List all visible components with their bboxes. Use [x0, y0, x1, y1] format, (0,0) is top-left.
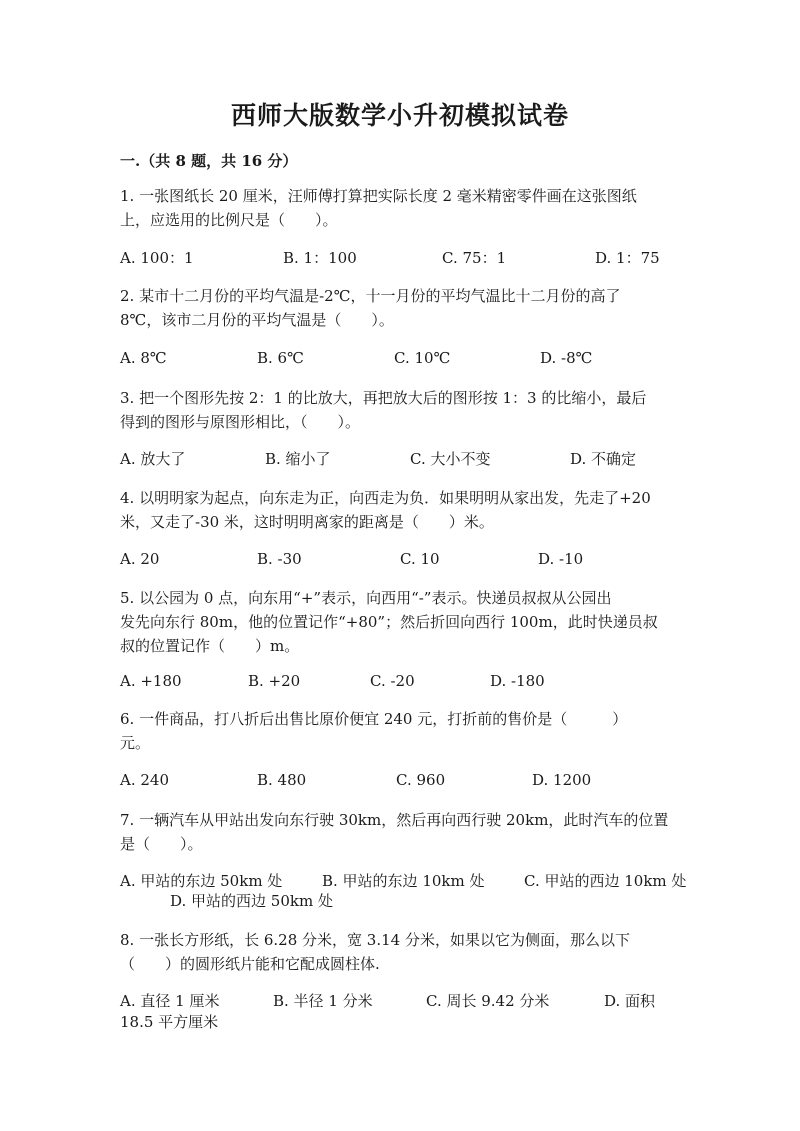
- option-a[interactable]: A. 100：1: [120, 249, 194, 267]
- question-5-options: [120, 669, 700, 693]
- question-line: （ ）的圆形纸片能和它配成圆柱体.: [120, 955, 380, 973]
- option-b[interactable]: B. 缩小了: [265, 450, 331, 468]
- option-c[interactable]: C. 10: [400, 550, 440, 568]
- question-line: 上，应选用的比例尺是（ ）。: [120, 211, 338, 229]
- question-1-options: [120, 246, 700, 270]
- option-d[interactable]: D. -180: [490, 672, 545, 690]
- option-a[interactable]: A. 直径 1 厘米: [120, 992, 220, 1010]
- option-c[interactable]: C. 周长 9.42 分米: [426, 992, 550, 1010]
- option-c[interactable]: C. 甲站的西边 10km 处: [524, 872, 687, 890]
- question-3: [120, 386, 680, 434]
- question-line: 3. 把一个图形先按 2：1 的比放大，再把放大后的图形按 1：3 的比缩小，最后: [120, 389, 647, 407]
- option-a[interactable]: A. 20: [120, 550, 160, 568]
- option-b[interactable]: B. 480: [257, 771, 307, 789]
- question-6-options: [120, 768, 700, 792]
- question-line: 8. 一张长方形纸，长 6.28 分米，宽 3.14 分米，如果以它为侧面，那么以下: [120, 931, 630, 949]
- option-c[interactable]: C. -20: [370, 672, 415, 690]
- option-d[interactable]: D. 1：75: [595, 249, 660, 267]
- option-b[interactable]: B. 半径 1 分米: [273, 992, 373, 1010]
- option-d[interactable]: D. 面积: [604, 992, 656, 1010]
- question-2: [120, 284, 680, 332]
- question-4: [120, 486, 680, 534]
- option-b[interactable]: B. 甲站的东边 10km 处: [322, 872, 485, 890]
- question-8: [120, 928, 680, 976]
- option-b[interactable]: B. +20: [248, 672, 301, 690]
- section-heading: 一.（共 8 题，共 16 分）: [120, 152, 298, 170]
- option-d[interactable]: D. 甲站的西边 50km 处: [170, 892, 333, 910]
- question-line: 发先向东行 80m，他的位置记作“+80”；然后折回向西行 100m，此时快递员叔: [120, 613, 658, 631]
- option-d[interactable]: D. 1200: [532, 771, 592, 789]
- question-1: [120, 184, 680, 232]
- question-line: 5. 以公园为 0 点，向东用“+”表示，向西用“-”表示。快递员叔叔从公园出: [120, 589, 612, 607]
- option-a[interactable]: A. 放大了: [120, 450, 186, 468]
- question-line: 8℃，该市二月份的平均气温是（ ）。: [120, 311, 394, 329]
- question-line: 元。: [120, 734, 151, 752]
- question-7: [120, 808, 680, 856]
- question-line: 2. 某市十二月份的平均气温是-2℃，十一月份的平均气温比十二月份的高了: [120, 287, 621, 305]
- option-d[interactable]: D. -8℃: [540, 349, 593, 367]
- question-6: [120, 707, 680, 755]
- option-b[interactable]: B. -30: [257, 550, 302, 568]
- question-2-options: [120, 346, 700, 370]
- question-line: 6. 一件商品，打八折后出售比原价便宜 240 元，打折前的售价是（ ）: [120, 710, 628, 728]
- question-line: 1. 一张图纸长 20 厘米，汪师傅打算把实际长度 2 毫米精密零件画在这张图纸: [120, 187, 637, 205]
- option-b[interactable]: B. 6℃: [257, 349, 304, 367]
- option-d[interactable]: D. -10: [538, 550, 584, 568]
- question-line: 叔的位置记作（ ）m。: [120, 637, 300, 655]
- option-a[interactable]: A. 240: [120, 771, 169, 789]
- option-a[interactable]: A. 8℃: [120, 349, 167, 367]
- question-line: 是（ ）。: [120, 835, 203, 853]
- option-d-continued: 18.5 平方厘米: [120, 1013, 219, 1031]
- question-line: 米，又走了-30 米，这时明明离家的距离是（ ）米。: [120, 513, 494, 531]
- question-line: 4. 以明明家为起点，向东走为正，向西走为负．如果明明从家出发，先走了+20: [120, 489, 651, 507]
- question-line: 得到的图形与原图形相比，（ ）。: [120, 413, 361, 431]
- page-title: 西师大版数学小升初模拟试卷: [230, 101, 569, 130]
- option-c[interactable]: C. 大小不变: [410, 450, 491, 468]
- option-b[interactable]: B. 1：100: [283, 249, 357, 267]
- question-4-options: [120, 547, 700, 571]
- option-a[interactable]: A. +180: [120, 672, 182, 690]
- option-c[interactable]: C. 75：1: [442, 249, 507, 267]
- question-3-options: [120, 447, 700, 471]
- question-5: [120, 586, 680, 658]
- option-c[interactable]: C. 960: [396, 771, 446, 789]
- question-line: 7. 一辆汽车从甲站出发向东行驶 30km，然后再向西行驶 20km，此时汽车的位置: [120, 811, 669, 829]
- option-a[interactable]: A. 甲站的东边 50km 处: [120, 872, 283, 890]
- option-c[interactable]: C. 10℃: [394, 349, 451, 367]
- option-d[interactable]: D. 不确定: [570, 450, 637, 468]
